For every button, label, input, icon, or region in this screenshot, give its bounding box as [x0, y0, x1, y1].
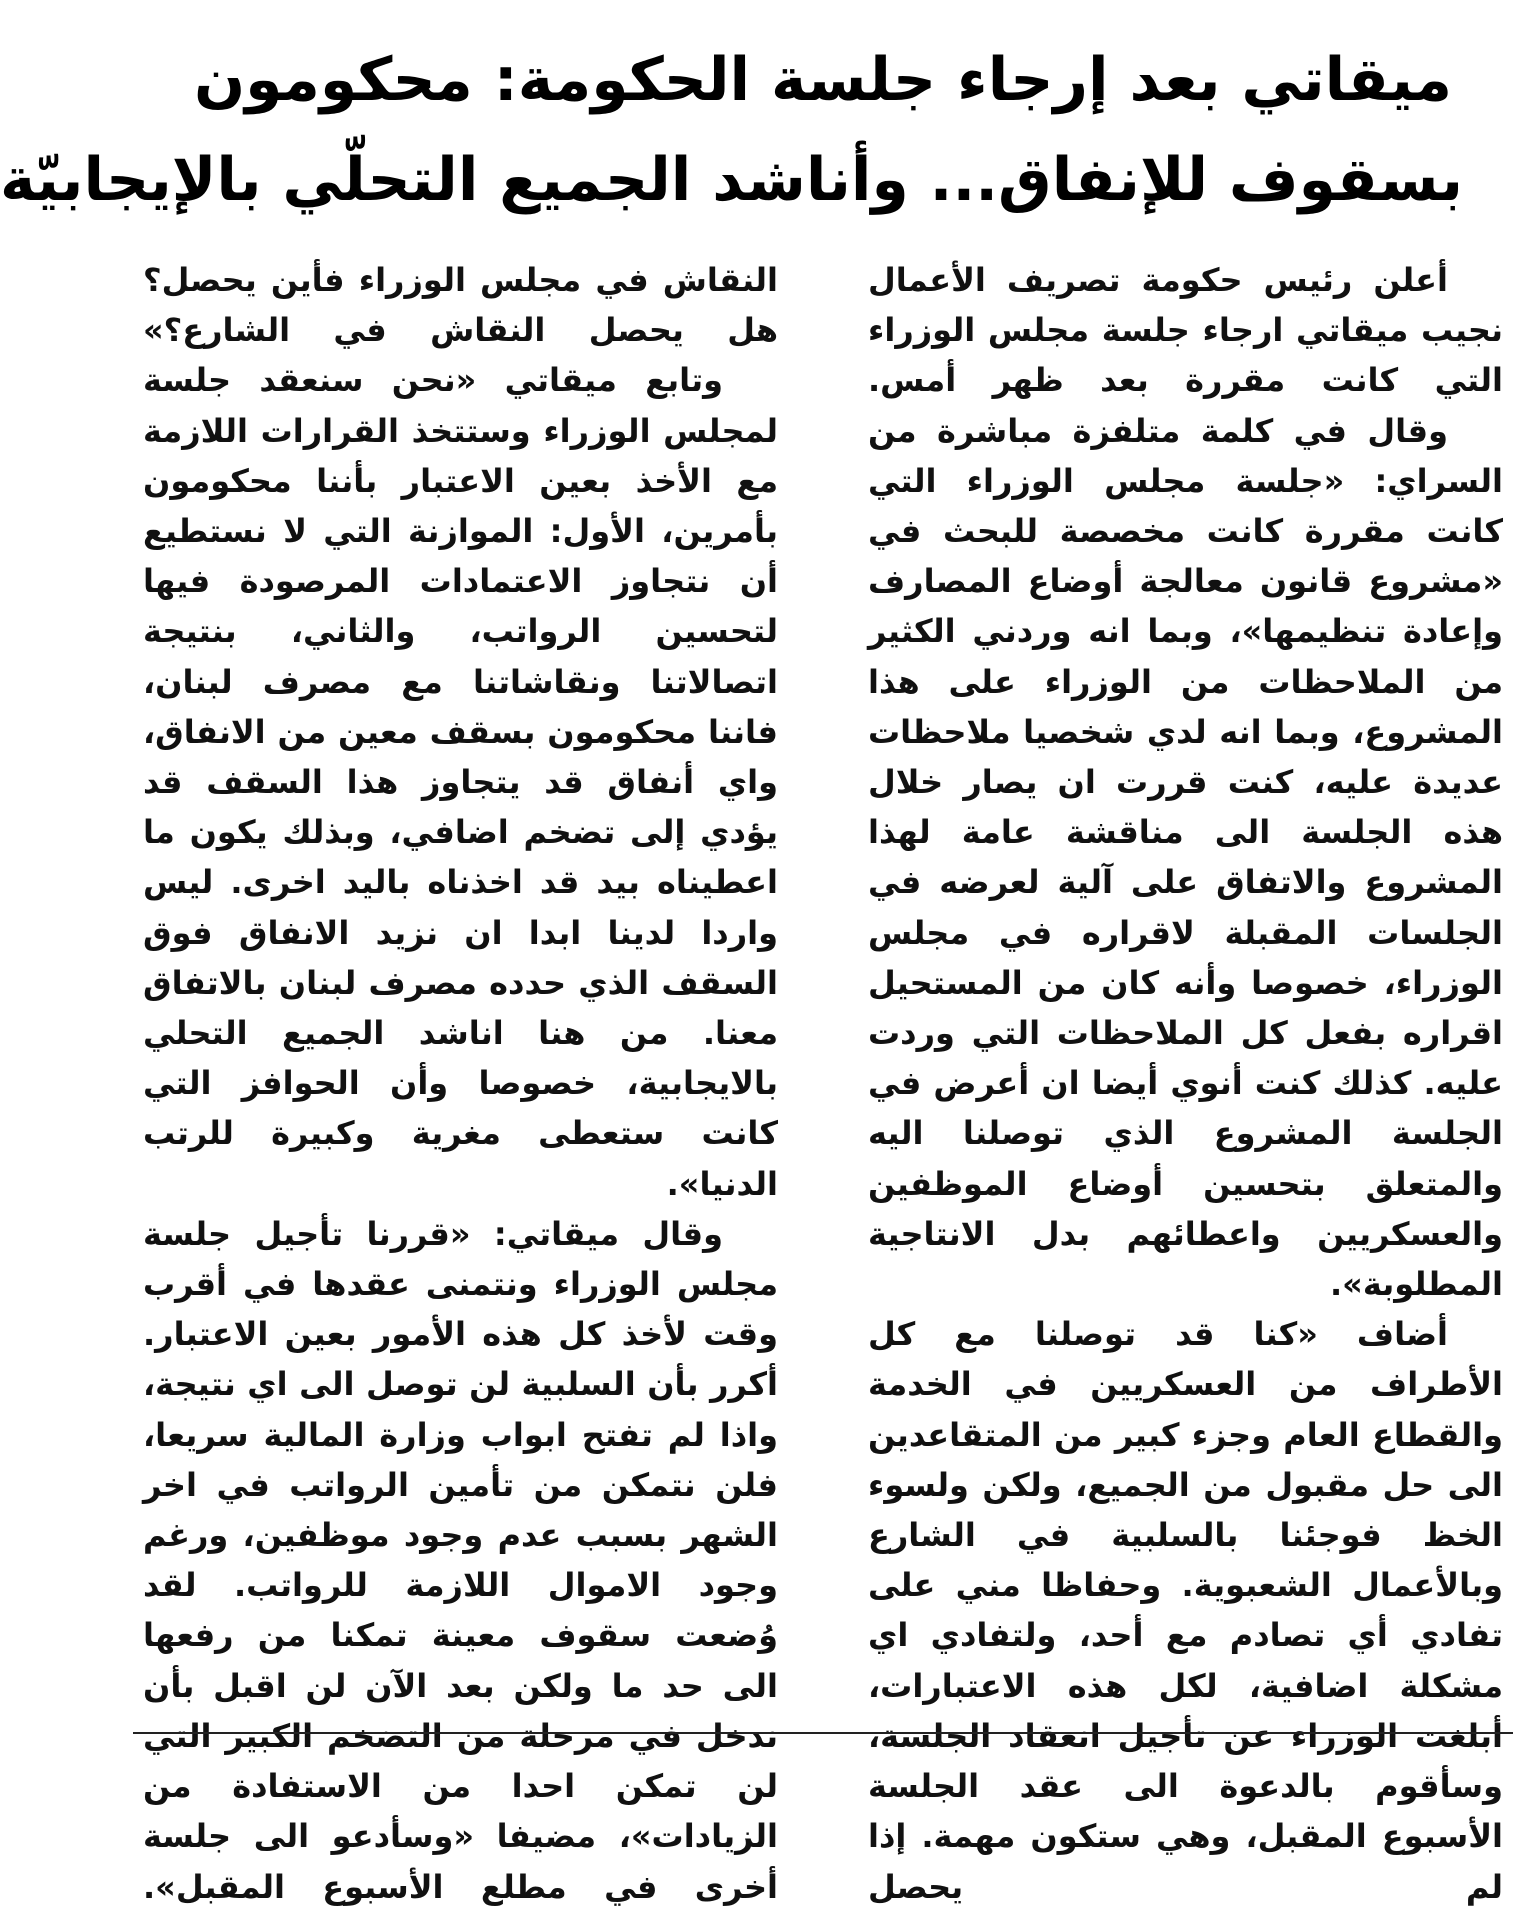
headline-line-1: ميقاتي بعد إرجاء جلسة الحكومة: محكومون	[193, 45, 1453, 115]
paragraph: وتابع ميقاتي «نحن سنعقد جلسة لمجلس الوزراء وستتخذ القرارات اللازمة مع الأخذ بعين الاعتبار بأننا محكومون بأمرين، الأول: الموازنة التي لا نستطيع أن نتجاوز الاعتمادات المرصودة فيها لتحسين الرواتب، والثاني، بنتيجة اتصالاتنا ونقاشاتنا مع مصرف لبنان، فاننا محكومون بسقف معين من الانفاق، واي أنفاق قد يتجاوز هذا السقف قد يؤدي إلى تضخم اضافي، وبذلك يكون ما اعطيناه بيد قد اخذناه باليد اخرى. ليس واردا لدينا ابدا ان نزيد الانفاق فوق السقف الذي حدده مصرف لبنان بالاتفاق معنا. من هنا اناشد الجميع التحلي بالايجابية، خصوصا وأن الحوافز التي كانت ستعطى مغرية وكبيرة للرتب الدنيا».	[143, 361, 778, 1203]
paragraph: وقال في كلمة متلفزة مباشرة من السراي: «جلسة مجلس الوزراء التي كانت مقررة كانت مخصصة للبحث في «مشروع قانون معالجة أوضاع المصارف وإعادة تنظيمها»، وبما انه وردني الكثير من الملاحظات من الوزراء على هذا المشروع، وبما انه لدي شخصيا ملاحظات عديدة عليه، كنت قررت ان يصار خلال هذه الجلسة الى مناقشة عامة لهذا المشروع والاتفاق على آلية لعرضه في الجلسات المقبلة لاقراره في مجلس الوزراء، خصوصا وأنه كان من المستحيل اقراره بفعل كل الملاحظات التي وردت عليه. كذلك كنت أنوي أيضا ان أعرض في الجلسة المشروع الذي توصلنا اليه والمتعلق بتحسين أوضاع الموظفين والعسكريين واعطائهم بدل الانتاجية المطلوبة».	[868, 411, 1503, 1304]
paragraph: وقال ميقاتي: «قررنا تأجيل جلسة مجلس الوزراء ونتمنى عقدها في أقرب وقت لأخذ كل هذه الأمور بعين الاعتبار. أكرر بأن السلبية لن توصل الى اي نتيجة، واذا لم تفتح ابواب وزارة المالية سريعا، فلن نتمكن من تأمين الرواتب في اخر الشهر بسبب عدم وجود موظفين، ورغم وجود الاموال اللازمة للرواتب. لقد وُضعت سقوف معينة تمكنا من رفعها الى حد ما ولكن بعد الآن لن اقبل بأن ندخل في مرحلة من التضخم الكبير التي لن تمكن احدا من الاستفادة من الزيادات»، مضيفا «وسأدعو الى جلسة أخرى في مطلع الأسبوع المقبل».	[143, 1214, 778, 1906]
paragraph: النقاش في مجلس الوزراء فأين يحصل؟ هل يحصل النقاش في الشارع؟»	[143, 261, 778, 350]
bottom-divider	[133, 1732, 1513, 1734]
article-headline	[0, 30, 1463, 230]
article-body	[133, 255, 1513, 1906]
paragraph: أضاف «كنا قد توصلنا مع كل الأطراف من العسكريين في الخدمة والقطاع العام وجزء كبير من المتقاعدين الى حل مقبول من الجميع، ولكن ولسوء الخظ فوجئنا بالسلبية في الشارع وبالأعمال الشعبوية. وحفاظا مني على تفادي أي تصادم مع أحد، ولتفادي اي مشكلة اضافية، لكل هذه الاعتبارات، أبلغت الوزراء عن تأجيل انعقاد الجلسة، وسأقوم بالدعوة الى عقد الجلسة الأسبوع المقبل، وهي ستكون مهمة. إذا لم يحصل	[868, 1315, 1503, 1906]
paragraph: أعلن رئيس حكومة تصريف الأعمال نجيب ميقاتي ارجاء جلسة مجلس الوزراء التي كانت مقررة بعد ظهر أمس.	[868, 261, 1503, 400]
article-column-left	[143, 255, 778, 1906]
headline-line-2: بسقوف للإنفاق... وأناشد الجميع التحلّي بالإيجابيّة	[0, 145, 1463, 215]
article-column-right	[868, 255, 1503, 1906]
